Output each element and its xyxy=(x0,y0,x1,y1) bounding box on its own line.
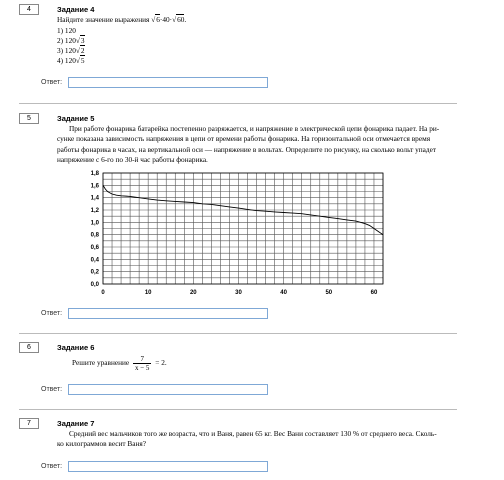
text-line: При работе фонарика батарейка постепенно разряжается, и напряжение в электрической цепи фонарика падает. На ри- xyxy=(69,124,440,133)
divider xyxy=(19,103,457,104)
equation-rhs: = 2. xyxy=(155,358,167,368)
y-axis-ticks xyxy=(91,171,100,288)
y-tick-label: 0,6 xyxy=(90,245,99,251)
prompt-text: Решите уравнение xyxy=(72,358,130,368)
y-tick-label: 1,2 xyxy=(90,208,99,214)
voltage-curve xyxy=(103,185,383,234)
y-tick-label: 0,0 xyxy=(90,282,99,288)
dot: · xyxy=(159,15,163,24)
x-tick-label: 0 xyxy=(101,290,105,296)
radicand: 60 xyxy=(177,15,185,24)
x-tick-label: 40 xyxy=(280,290,287,296)
y-tick-label: 1,6 xyxy=(90,183,99,190)
x-tick-label: 20 xyxy=(189,290,197,296)
task-title: Задание 5 xyxy=(57,114,95,123)
chart-grid xyxy=(103,173,383,284)
x-axis-ticks xyxy=(101,290,378,296)
radicand: 6 xyxy=(156,15,160,24)
task-number-badge: 6 xyxy=(19,342,39,353)
text-line: напряжение с 6-го по 30-й час работы фонарика. xyxy=(57,154,208,164)
option-value: 120 xyxy=(64,56,76,65)
option-radicand: 2 xyxy=(80,46,85,55)
answer-input[interactable] xyxy=(68,77,268,88)
text-line: Средний вес мальчиков того же возраста, что и Ваня, равен 65 кг. Вес Вани составляет 130 % от среднего веса. Сколь- xyxy=(69,429,437,438)
text-line: работы фонарика в часах, на вертикальной оси — напряжение в вольтах. Определите по рисунку, на сколько вольт упадет xyxy=(57,144,437,154)
task-text xyxy=(57,429,457,450)
option-value: 120 xyxy=(64,46,76,55)
answer-option: 3) 120√2 xyxy=(57,46,85,55)
x-tick-label: 30 xyxy=(235,290,242,296)
x-tick-label: 10 xyxy=(144,290,152,296)
x-tick-label: 50 xyxy=(325,290,333,296)
answer-input[interactable] xyxy=(68,461,268,472)
prompt-text: Найдите значение выражения xyxy=(57,15,150,24)
text-line: ко килограммов весит Ваня? xyxy=(57,439,147,449)
answer-label: Ответ: xyxy=(41,79,63,86)
answer-label: Ответ: xyxy=(41,310,63,317)
answer-option: 2) 120√3 xyxy=(57,36,85,45)
option-radicand: 5 xyxy=(80,56,85,65)
dot: · xyxy=(169,15,173,24)
fraction xyxy=(133,355,151,372)
answer-label: Ответ: xyxy=(41,463,63,470)
task-prompt xyxy=(72,355,167,372)
option-radicand: 3 xyxy=(80,36,85,45)
denominator: x − 5 xyxy=(134,364,150,372)
x-tick-label: 60 xyxy=(370,290,378,296)
number: 40 xyxy=(162,15,170,24)
option-index: 1) xyxy=(57,26,64,35)
option-index: 2) xyxy=(57,36,64,45)
task-title: Задание 7 xyxy=(57,419,95,428)
y-tick-label: 1,8 xyxy=(90,171,99,177)
answer-label: Ответ: xyxy=(41,386,63,393)
answer-input[interactable] xyxy=(68,384,268,395)
task-text xyxy=(57,124,457,165)
y-tick-label: 1,4 xyxy=(90,195,99,202)
plot-frame xyxy=(103,173,383,284)
task-number-badge: 7 xyxy=(19,418,39,429)
y-tick-label: 0,8 xyxy=(90,232,99,239)
divider xyxy=(19,333,457,334)
option-index: 3) xyxy=(57,46,64,55)
task-title: Задание 6 xyxy=(57,343,95,352)
task-title: Задание 4 xyxy=(57,5,95,14)
task-prompt: Найдите значение выражения √6·40·√60. xyxy=(57,15,187,24)
task-number-badge: 5 xyxy=(19,113,39,124)
divider xyxy=(19,409,457,410)
answer-option xyxy=(57,26,76,35)
y-tick-label: 0,2 xyxy=(90,269,99,276)
option-index: 4) xyxy=(57,56,64,65)
y-tick-label: 0,4 xyxy=(90,257,99,264)
option-value: 120 xyxy=(64,26,76,35)
period: . xyxy=(184,15,187,24)
option-value: 120 xyxy=(64,36,76,45)
answer-input[interactable] xyxy=(68,308,268,319)
answer-option: 4) 120√5 xyxy=(57,56,85,65)
y-tick-label: 1,0 xyxy=(90,220,99,227)
numerator: 7 xyxy=(133,355,151,364)
text-line: сунке показана зависимость напряжения в цепи от времени работы фонарика. На горизонтальной оси отмечается время xyxy=(57,134,431,144)
task-number-badge: 4 xyxy=(19,4,39,15)
